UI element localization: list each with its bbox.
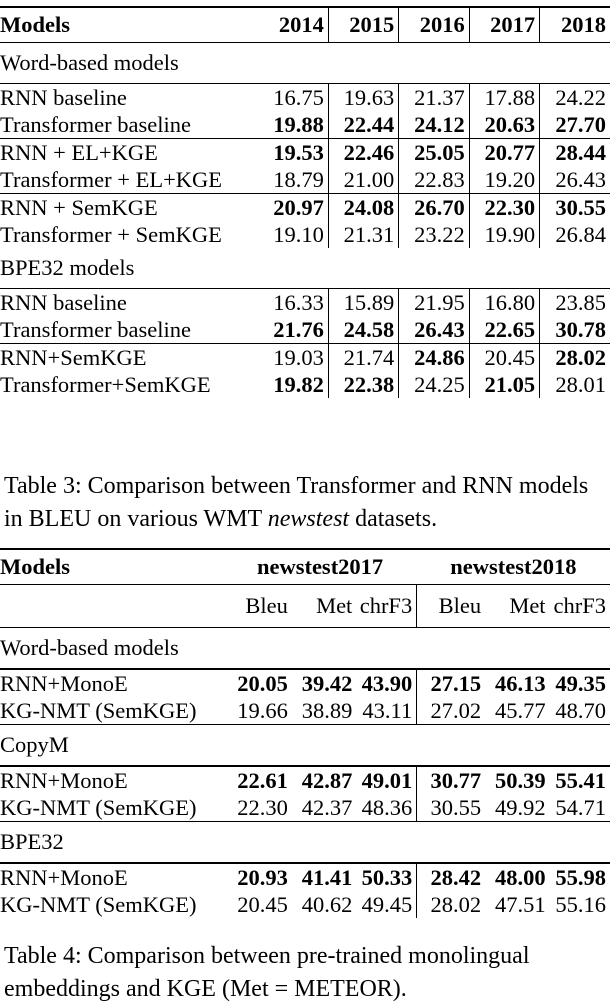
section-label: BPE32 xyxy=(0,822,610,864)
table-row xyxy=(0,84,610,112)
score-cell: 19.10 xyxy=(273,222,324,247)
header-newstest2018: newstest2018 xyxy=(417,549,610,585)
score-cell: 55.98 xyxy=(555,865,606,890)
caption-3-suffix: datasets. xyxy=(349,506,438,532)
score-cell: 21.74 xyxy=(328,344,398,372)
score-cell: 20.63 xyxy=(469,111,539,139)
score-cell: 22.46 xyxy=(328,139,398,167)
score-cell: 42.37 xyxy=(301,795,353,820)
table-row xyxy=(0,139,610,167)
score-cell: 49.45 xyxy=(361,892,413,917)
caption-3-italic: newstest xyxy=(267,506,350,532)
score-cell: 20.45 xyxy=(237,892,288,917)
table-row xyxy=(0,371,610,398)
score-cell: 21.37 xyxy=(399,84,469,112)
table-row xyxy=(0,766,610,794)
score-cell: 20.97 xyxy=(258,194,328,222)
score-cell: 16.80 xyxy=(469,289,539,317)
score-cell: 26.43 xyxy=(540,166,610,194)
score-cell: 22.30 xyxy=(237,795,288,820)
score-cell: 22.44 xyxy=(328,111,398,139)
table-row xyxy=(0,794,610,822)
score-cell: 15.89 xyxy=(328,289,398,317)
score-cell: 50.33 xyxy=(361,865,413,890)
metric-met-2018: Met xyxy=(509,593,546,618)
score-cell: 19.90 xyxy=(469,221,539,248)
score-cell: 16.75 xyxy=(273,85,324,110)
model-name: Transformer + EL+KGE xyxy=(0,167,223,192)
score-cell: 30.78 xyxy=(540,316,610,344)
table-4-body xyxy=(0,549,610,918)
score-cell: 27.70 xyxy=(540,111,610,139)
score-cell: 16.33 xyxy=(273,290,324,315)
table-3 xyxy=(0,6,610,398)
section-row xyxy=(0,725,610,767)
model-name: RNN baseline xyxy=(0,85,127,110)
score-cell: 24.58 xyxy=(328,316,398,344)
score-cell: 54.71 xyxy=(555,795,606,820)
score-cell: 20.93 xyxy=(237,865,288,890)
model-name: KG-NMT (SemKGE) xyxy=(0,795,197,820)
score-cell: 23.22 xyxy=(399,221,469,248)
header-2016: 2016 xyxy=(399,7,469,43)
table-row xyxy=(0,891,610,918)
metric-bleu-2018: Bleu xyxy=(417,585,485,628)
score-cell: 28.42 xyxy=(417,863,485,891)
score-cell: 21.05 xyxy=(469,371,539,398)
score-cell: 17.88 xyxy=(469,84,539,112)
section-label: CopyM xyxy=(0,725,610,767)
model-name: RNN baseline xyxy=(0,290,127,315)
score-cell: 22.83 xyxy=(399,166,469,194)
header-models: Models xyxy=(0,7,258,43)
table-row xyxy=(0,194,610,222)
score-cell: 26.43 xyxy=(399,316,469,344)
score-cell: 30.55 xyxy=(540,194,610,222)
score-cell: 28.02 xyxy=(540,344,610,372)
model-name: RNN+SemKGE xyxy=(0,344,258,372)
table-row xyxy=(0,221,610,248)
score-cell: 49.01 xyxy=(361,768,413,793)
model-name: RNN + EL+KGE xyxy=(0,139,258,167)
table-row xyxy=(0,289,610,317)
score-cell: 55.41 xyxy=(555,768,606,793)
score-cell: 45.77 xyxy=(494,698,546,723)
section-row xyxy=(0,822,610,864)
model-name: KG-NMT (SemKGE) xyxy=(0,892,197,917)
metric-bleu-2017: Bleu xyxy=(245,593,288,618)
score-cell: 24.22 xyxy=(540,84,610,112)
table-row xyxy=(0,316,610,344)
score-cell: 40.62 xyxy=(301,892,353,917)
score-cell: 43.11 xyxy=(362,698,413,723)
score-cell: 21.00 xyxy=(328,166,398,194)
score-cell: 20.77 xyxy=(469,139,539,167)
score-cell: 27.02 xyxy=(417,697,485,725)
score-cell: 22.65 xyxy=(469,316,539,344)
section-label: BPE32 models xyxy=(0,248,610,289)
section-row xyxy=(0,628,610,670)
header-newstest2017: newstest2017 xyxy=(223,549,416,585)
table-3-caption xyxy=(4,470,610,536)
score-cell: 46.13 xyxy=(494,671,546,696)
section-row xyxy=(0,43,610,84)
score-cell: 28.01 xyxy=(540,371,610,398)
score-cell: 19.53 xyxy=(258,139,328,167)
score-cell: 42.87 xyxy=(301,768,353,793)
table-row xyxy=(0,111,610,139)
score-cell: 20.05 xyxy=(237,671,288,696)
score-cell: 50.39 xyxy=(494,768,546,793)
metric-chrf3-2017: chrF3 xyxy=(359,593,413,618)
score-cell: 19.03 xyxy=(258,344,328,372)
section-row xyxy=(0,248,610,289)
table-4 xyxy=(0,548,610,918)
score-cell: 24.12 xyxy=(399,111,469,139)
table-row xyxy=(0,697,610,725)
table-3-body xyxy=(0,7,610,398)
score-cell: 24.86 xyxy=(399,344,469,372)
score-cell: 21.31 xyxy=(328,221,398,248)
score-cell: 21.76 xyxy=(273,317,324,342)
table-row xyxy=(0,344,610,372)
table-4-caption: Table 4: Comparison between pre-trained monolingual embeddings and KGE (Met = METEOR). xyxy=(4,943,530,1002)
model-name: Transformer + SemKGE xyxy=(0,222,222,247)
section-label: Word-based models xyxy=(0,628,610,670)
score-cell: 55.16 xyxy=(555,892,606,917)
table-4-metric-row xyxy=(0,585,610,628)
score-cell: 24.25 xyxy=(399,371,469,398)
model-name: Transformer baseline xyxy=(0,112,191,137)
model-name: KG-NMT (SemKGE) xyxy=(0,698,197,723)
table-row xyxy=(0,863,610,891)
score-cell: 48.00 xyxy=(494,865,546,890)
score-cell: 28.02 xyxy=(417,891,485,918)
score-cell: 25.05 xyxy=(399,139,469,167)
score-cell: 38.89 xyxy=(301,698,353,723)
caption-3-text: Table 3: Comparison between Transformer and RNN models in BLEU on various WMT xyxy=(4,473,589,532)
score-cell: 39.42 xyxy=(301,671,353,696)
score-cell: 20.45 xyxy=(469,344,539,372)
score-cell: 19.66 xyxy=(237,698,288,723)
score-cell: 27.15 xyxy=(417,669,485,697)
section-label: Word-based models xyxy=(0,43,610,84)
score-cell: 30.77 xyxy=(417,766,485,794)
model-name: Transformer baseline xyxy=(0,317,191,342)
score-cell: 24.08 xyxy=(328,194,398,222)
model-name: RNN+MonoE xyxy=(0,768,128,793)
metric-chrf3-2018: chrF3 xyxy=(553,593,606,618)
score-cell: 26.84 xyxy=(540,221,610,248)
table-row xyxy=(0,669,610,697)
table-3-header-row xyxy=(0,7,610,43)
score-cell: 18.79 xyxy=(273,167,324,192)
score-cell: 22.38 xyxy=(328,371,398,398)
score-cell: 19.20 xyxy=(469,166,539,194)
score-cell: 19.82 xyxy=(273,372,324,397)
score-cell: 22.61 xyxy=(237,768,288,793)
score-cell: 19.88 xyxy=(273,112,324,137)
score-cell: 49.92 xyxy=(494,795,546,820)
score-cell: 41.41 xyxy=(301,865,353,890)
header-2015: 2015 xyxy=(328,7,398,43)
score-cell: 49.35 xyxy=(555,671,606,696)
score-cell: 47.51 xyxy=(494,892,546,917)
model-name: Transformer+SemKGE xyxy=(0,372,211,397)
score-cell: 21.95 xyxy=(399,289,469,317)
table-row xyxy=(0,166,610,194)
model-name: RNN+MonoE xyxy=(0,671,128,696)
score-cell: 19.63 xyxy=(328,84,398,112)
score-cell: 23.85 xyxy=(540,289,610,317)
score-cell: 26.70 xyxy=(399,194,469,222)
header-2014: 2014 xyxy=(258,7,328,43)
score-cell: 48.36 xyxy=(361,795,413,820)
score-cell: 28.44 xyxy=(540,139,610,167)
model-name: RNN + SemKGE xyxy=(0,194,258,222)
score-cell: 43.90 xyxy=(361,671,413,696)
score-cell: 48.70 xyxy=(555,698,606,723)
header-2018: 2018 xyxy=(540,7,610,43)
score-cell: 30.55 xyxy=(417,794,485,822)
table-4-header-row xyxy=(0,549,610,585)
score-cell: 22.30 xyxy=(469,194,539,222)
header-models: Models xyxy=(0,549,223,585)
header-2017: 2017 xyxy=(469,7,539,43)
model-name: RNN+MonoE xyxy=(0,865,128,890)
metric-met-2017: Met xyxy=(316,593,353,618)
